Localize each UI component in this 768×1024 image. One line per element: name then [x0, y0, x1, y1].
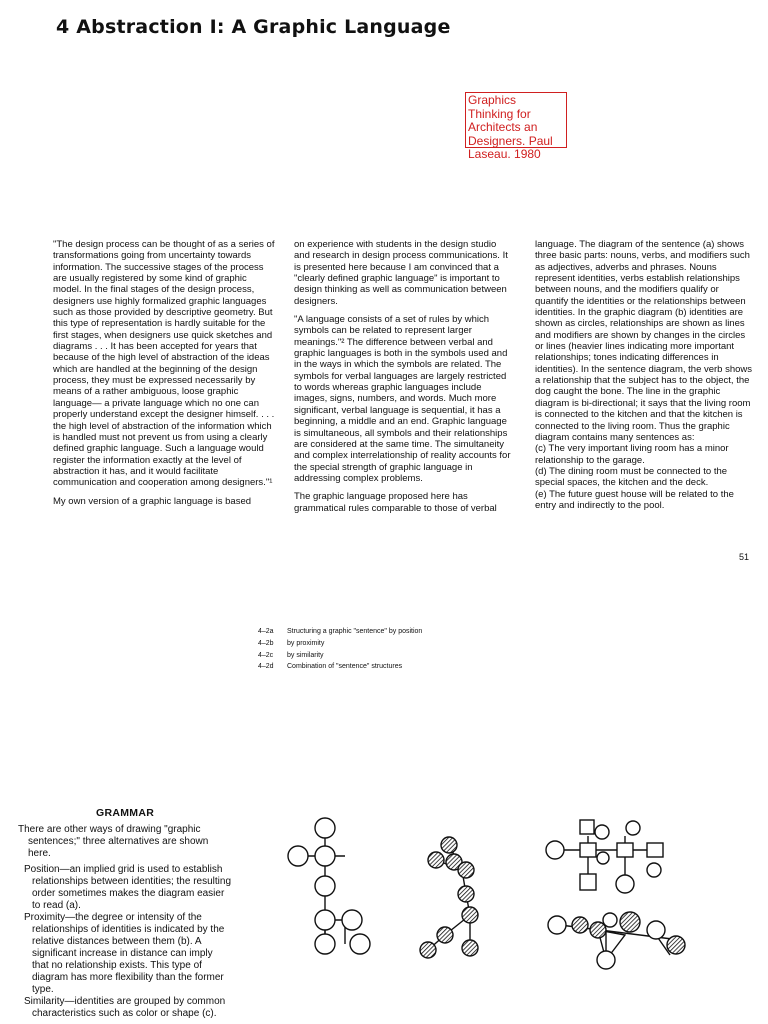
caption-number: 4–2b: [258, 639, 274, 647]
grammar-intro: There are other ways of drawing "graphic sentences;" three alternatives are shown here.: [18, 824, 209, 859]
caption-text: by proximity: [287, 639, 325, 647]
caption-number: 4–2a: [258, 628, 274, 635]
paragraph: on experience with students in the design studio and research in design process communications. It is presented here because I am convinced that a "clearly defined graphic language" is important to design thinking as well as communication between designers.: [294, 239, 508, 307]
page-number: 51: [739, 552, 750, 562]
caption-text: Combination of "sentence" structures: [287, 663, 403, 671]
grammar-item-similarity: Similarity—identities are grouped by common characteristics such as color or shape (c).: [24, 996, 226, 1019]
caption-text: Structuring a graphic "sentence" by position: [287, 628, 423, 635]
grammar-item-proximity: Proximity—the degree or intensity of the relationships of identities is indicated by the relative distances between them (b). A significant increase in distance can imply that no relationship exists. This type of diagram has more flexibility than the former type.: [24, 912, 225, 995]
paragraph: language. The diagram of the sentence (a) shows three basic parts: nouns, verbs, and modifiers such as adjectives, adverbs and phrases. Nouns represent identities, verbs establish relationships between nouns, and the modifiers qualify or quantify the identities or the relationships between identities. In the graphic diagram (b) identities are shown as circles, relationships are shown as lines and modifiers are shown by changes in the circles or lines (heavier lines indicating more important relationships; tones indicating differences in identities). In the sentence diagram, the verb shows a relationship that the subject has to the object, the dog caught the bone. The line in the graphic diagram is bi-directional; it says that the living room is connected to the kitchen and that the kitchen is connected to the living room. Thus the graphic diagram contains many sentences as:: [535, 239, 753, 443]
paragraph: (e) The future guest house will be related to the entry and indirectly to the pool.: [535, 488, 734, 511]
diagram-position: [288, 818, 370, 954]
grammar-item-position: Position—an implied grid is used to establish relationships between identities; the resulting order sometimes makes the diagram easier to read (a).: [24, 864, 232, 911]
paragraph: My own version of a graphic language is based: [53, 495, 252, 507]
caption-number: 4–2d: [258, 663, 274, 671]
paragraph: "The design process can be thought of as a series of transformations going from uncertainty towards information. The successive stages of the process are usually registered by some kind of graphic model. In the final stages of the design process, designers use highly formalized graphic languages such as those provided by descriptive geometry. But this type of representation is hardly suitable for the first stages, when designers use quick sketches and diagrams . . . It has been accepted for years that because of the high level of abstraction of the ideas which are handled at the beginning of the design process, they must be expressed necessarily by means of a rather ambiguous, loose graphic language— a private language which no one can properly understand except the designer himself. . . . the high level of abstraction of the information which is handled must not prevent us from using a clearly defined graphic language. Such a language would register the information exactly at the level of abstraction it has, and it would facilitate communication and cooperation among designers."¹: [53, 239, 275, 489]
caption-text: by similarity: [287, 651, 324, 659]
paragraph: "A language consists of a set of rules by which symbols can be related to represent larger meanings."² The difference between verbal and graphic languages is both in the symbols used and in the ways in which the symbols are related. The symbols for verbal languages are largely restricted to words whereas graphic languages include images, signs, numbers, and words. Much more significant, verbal language is sequential, it has a beginning, a middle and an end. Graphic language is simultaneous, all symbols and their relationships are considered at the same time. The simultaneity and complex interrelationship of reality accounts for the special strength of graphic language in addressing complex problems.: [294, 314, 511, 484]
source-annotation-box: Graphics Thinking for Architects an Designers. Paul Laseau. 1980: [465, 92, 567, 148]
diagram-proximity: [420, 837, 478, 958]
grammar-heading: GRAMMAR: [96, 807, 155, 819]
paragraph: (d) The dining room must be connected to the special spaces, the kitchen and the deck.: [535, 465, 728, 489]
paragraph: The graphic language proposed here has grammatical rules comparable to those of verbal: [294, 491, 497, 514]
diagram-similarity: [546, 820, 663, 893]
page-title: 4 Abstraction I: A Graphic Language: [56, 16, 451, 38]
diagram-combination: [548, 912, 685, 969]
caption-number: 4–2c: [258, 651, 274, 659]
paragraph: (c) The very important living room has a minor relationship to the garage.: [535, 443, 729, 466]
